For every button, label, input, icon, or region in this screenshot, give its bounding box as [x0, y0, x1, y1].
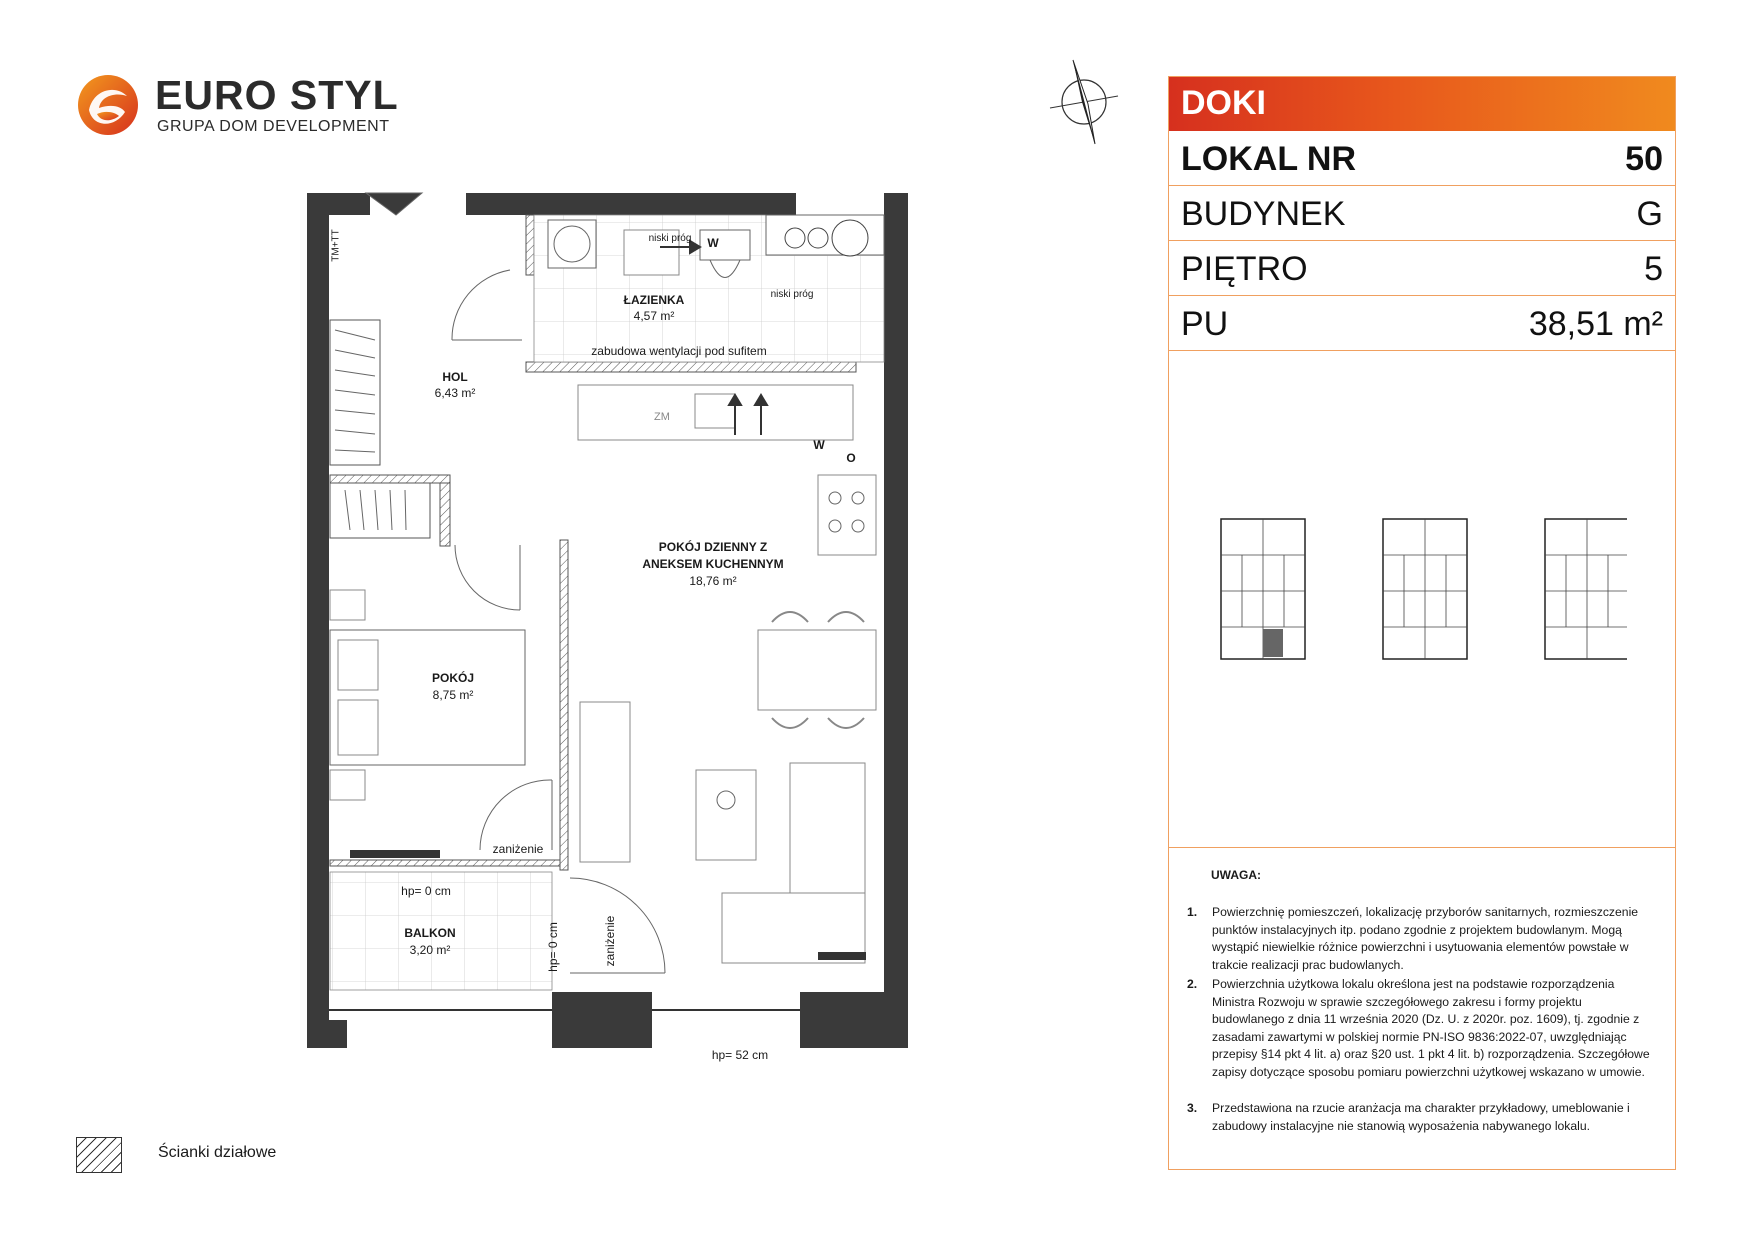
room-area-balcony: 3,20 m²	[409, 943, 451, 957]
room-area-hol: 6,43 m²	[434, 386, 476, 400]
brand-subtitle: GRUPA DOM DEVELOPMENT	[157, 118, 390, 135]
room-name-bathroom: ŁAZIENKA	[623, 293, 685, 307]
dining-table	[758, 630, 876, 710]
note-number: 3.	[1187, 1101, 1198, 1115]
room-area-bedroom: 8,75 m²	[432, 688, 474, 702]
low-threshold-label: niski próg	[648, 233, 692, 244]
lowering-label-vertical: zaniżenie	[603, 915, 617, 967]
kitchen-sink	[695, 394, 735, 428]
tv-unit	[580, 702, 630, 862]
note-text: Powierzchnię pomieszczeń, lokalizację przyborów sanitarnych, rozmieszczenie punktów instalacyjnych itp. podano zgodnie z projektem budowlanym. Mogą wystąpić niewielkie różnice powierzchni i usytuowania elementów powstałe w trakcie realizacji prac budowlanych.	[1212, 905, 1639, 972]
row-unit-number	[1169, 131, 1675, 186]
note-number: 1.	[1187, 905, 1198, 919]
height-label-window: hp= 52 cm	[711, 1048, 769, 1062]
row-label: BUDYNEK	[1181, 195, 1346, 233]
washing-machine	[548, 220, 596, 268]
note-text: Przedstawiona na rzucie aranżacja ma charakter przykładowy, umeblowanie i zabudowy instalacyjne nie stanowią wyposażenia nabywanego lokalu.	[1212, 1101, 1630, 1133]
radiator	[350, 850, 440, 858]
north-arrow-icon	[1048, 58, 1120, 148]
row-value: 38,51 m²	[1528, 305, 1663, 343]
row-label: PIĘTRO	[1181, 250, 1308, 288]
radiator	[818, 952, 866, 960]
ventilation-note: zabudowa wentylacji pod sufitem	[591, 344, 767, 358]
row-floor	[1169, 241, 1675, 296]
height-label-door: hp= 0 cm	[546, 922, 560, 972]
investment-header	[1169, 77, 1675, 131]
logo	[75, 70, 399, 140]
logo-mark-icon	[75, 70, 145, 140]
notes-section	[1169, 847, 1675, 1170]
row-label: PU	[1181, 305, 1229, 343]
notes-title: UWAGA:	[1211, 868, 1261, 882]
room-name-bedroom: POKÓJ	[431, 671, 475, 685]
w-marker: W	[707, 236, 719, 250]
room-area-bathroom: 4,57 m²	[633, 309, 675, 323]
row-value: 5	[1644, 250, 1663, 288]
coffee-table	[696, 770, 756, 860]
legend-swatch	[76, 1137, 122, 1173]
o-marker: O	[846, 451, 856, 465]
unit-highlight	[1263, 629, 1283, 657]
row-building	[1169, 186, 1675, 241]
room-name-balcony: BALKON	[404, 926, 456, 940]
cooktop	[818, 475, 876, 555]
room-name-hol: HOL	[442, 370, 468, 384]
note-number: 2.	[1187, 977, 1198, 991]
low-threshold-label: niski próg	[770, 289, 814, 300]
room-name-living: POKÓJ DZIENNY Z	[658, 540, 768, 554]
row-area	[1169, 296, 1675, 351]
brand-name: EURO STYL	[155, 72, 399, 118]
row-value: G	[1636, 195, 1663, 233]
w-marker: W	[813, 438, 825, 452]
legend-label: Ścianki działowe	[158, 1144, 277, 1161]
room-area-living: 18,76 m²	[689, 574, 737, 588]
row-label: LOKAL NR	[1181, 140, 1357, 178]
height-label-balcony: hp= 0 cm	[401, 884, 451, 898]
lowering-label: zaniżenie	[492, 842, 544, 856]
tm-label: TM+TT	[330, 229, 342, 262]
info-panel	[1168, 76, 1676, 1170]
note-text: Powierzchnia użytkowa lokalu określona jest na podstawie rozporządzenia Ministra Rozwoju w sprawie szczegółowego zakresu i formy projektu budowlanego z dnia 11 września 2020 (Dz. U. z 2020r. poz. 1609), tj. zgodnie z zasadami zawartymi w polskiej normie PN-ISO 9836:2022-07, uwzględniając przepisy §14 pkt 4 lit. a) oraz §20 ust. 1 pkt 4 lit. b) rozporządzenia. Szczegółowe zapisy dotyczące sposobu pomiaru powierzchni użytkowej wskazano w umowie.	[1212, 977, 1650, 1079]
row-value: 50	[1625, 140, 1663, 178]
room-name-living-2: ANEKSEM KUCHENNYM	[642, 557, 784, 571]
zm-label: ZM	[654, 411, 670, 423]
key-plans	[1217, 515, 1627, 665]
investment-name: DOKI	[1181, 84, 1266, 122]
